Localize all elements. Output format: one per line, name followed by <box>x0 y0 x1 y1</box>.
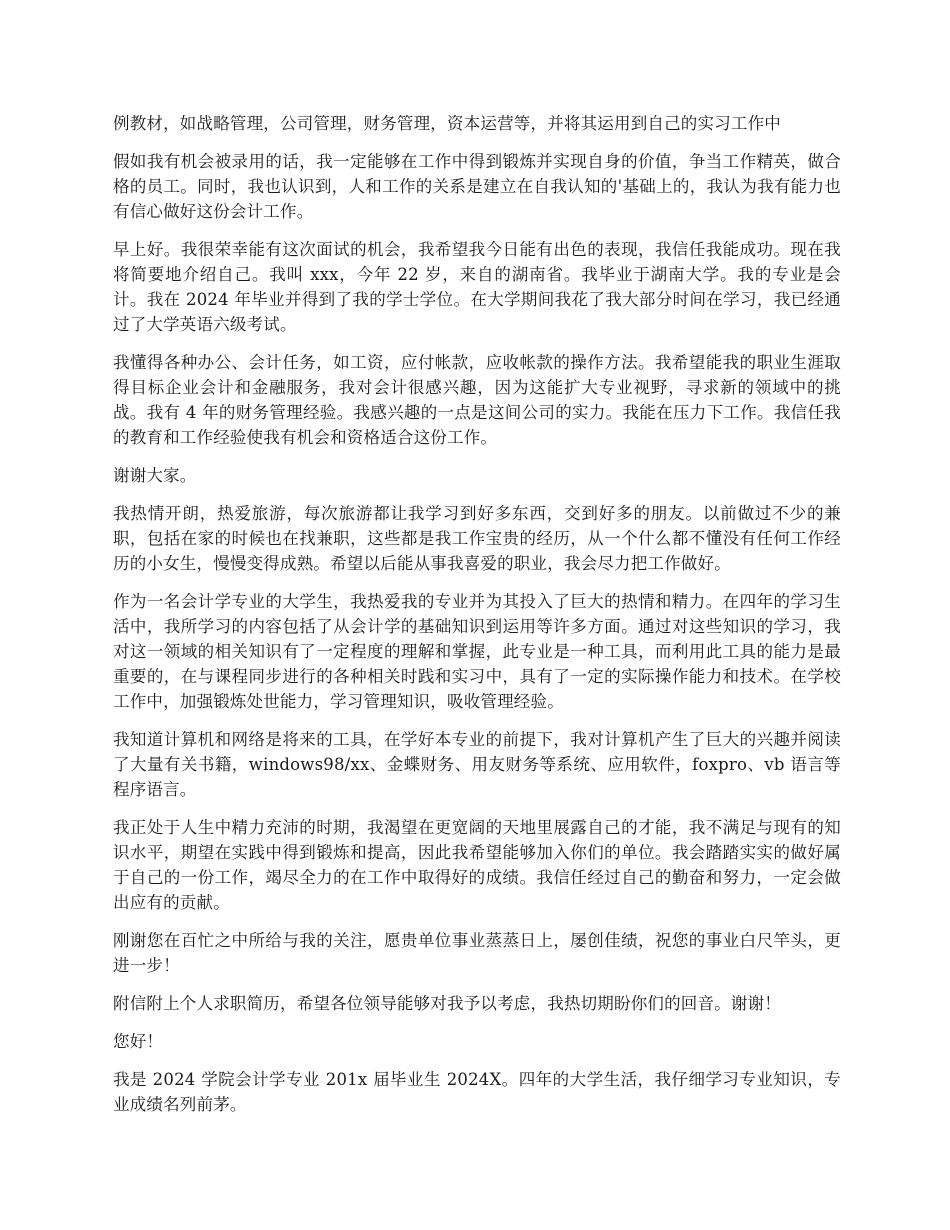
paragraph-1: 例教材，如战略管理，公司管理，财务管理，资本运营等，并将其运用到自己的实习工作中 <box>113 114 781 133</box>
paragraph-8: 我知道计算机和网络是将来的工具，在学好本专业的前提下，我对计算机产生了巨大的兴趣并阅读了大量有关书籍，windows98/xx、金蝶财务、用友财务等系统、应用软件，foxpro、vb 语言等程序语言。 <box>113 730 841 799</box>
paragraph-9: 我正处于人生中精力充沛的时期，我渴望在更宽阔的天地里展露自己的才能，我不满足与现有的知识水平，期望在实践中得到锻炼和提高，因此我希望能够加入你们的单位。我会踏踏实实的做好属于自己的一份工作，竭尽全力的在工作中取得好的成绩。我信任经过自己的勤奋和努力，一定会做出应有的贡献。 <box>113 818 841 912</box>
paragraph-7: 作为一名会计学专业的大学生，我热爱我的专业并为其投入了巨大的热情和精力。在四年的学习生活中，我所学习的内容包括了从会计学的基础知识到运用等许多方面。通过对这些知识的学习，我对这一领域的相关知识有了一定程度的理解和掌握，此专业是一种工具，而利用此工具的能力是最重要的，在与课程同步进行的各种相关时践和实习中，具有了一定的实际操作能力和技术。在学校工作中，加强锻炼处世能力，学习管理知识，吸收管理经验。 <box>113 592 841 711</box>
paragraph-12: 您好！ <box>113 1032 164 1051</box>
paragraph-10: 刚谢您在百忙之中所给与我的关注，愿贵单位事业蒸蒸日上，屡创佳绩，祝您的事业白尺竿头，更进一步！ <box>113 931 841 975</box>
paragraph-13: 我是 2024 学院会计学专业 201x 届毕业生 2024X。四年的大学生活，我仔细学习专业知识，专业成绩名列前茅。 <box>113 1070 841 1114</box>
paragraph-11: 附信附上个人求职简历，希望各位领导能够对我予以考虑，我热切期盼你们的回音。谢谢！ <box>113 994 781 1013</box>
paragraph-5: 谢谢大家。 <box>113 466 197 485</box>
paragraph-6: 我热情开朗，热爱旅游，每次旅游都让我学习到好多东西，交到好多的朋友。以前做过不少的兼职，包括在家的时候也在找兼职，这些都是我工作宝贵的经历，从一个什么都不懂没有任何工作经历的小女生，慢慢变得成熟。希望以后能从事我喜爱的职业，我会尽力把工作做好。 <box>113 504 841 573</box>
paragraph-4: 我懂得各种办公、会计任务，如工资，应付帐款，应收帐款的操作方法。我希望能我的职业生涯取得目标企业会计和金融服务，我对会计很感兴趣，因为这能扩大专业视野，寻求新的领域中的挑战。我有 4 年的财务管理经验。我感兴趣的一点是这间公司的实力。我能在压力下工作。我信任我的教育和工作经验使我有机会和资格适合这份工作。 <box>113 353 841 447</box>
paragraph-3: 早上好。我很荣幸能有这次面试的机会，我希望我今日能有出色的表现，我信任我能成功。现在我将简要地介绍自己。我叫 xxx，今年 22 岁，来自的湖南省。我毕业于湖南大学。我的专业是会计。我在 2024 年毕业并得到了我的学士学位。在大学期间我花了我大部分时间在学习，我已经通过了大学英语六级考试。 <box>113 240 841 334</box>
paragraph-2: 假如我有机会被录用的话，我一定能够在工作中得到锻炼并实现自身的价值，争当工作精英，做合格的员工。同时，我也认识到，人和工作的关系是建立在自我认知的'基础上的，我认为我有能力也有信心做好这份会计工作。 <box>113 152 841 221</box>
document-body <box>113 111 841 1130</box>
